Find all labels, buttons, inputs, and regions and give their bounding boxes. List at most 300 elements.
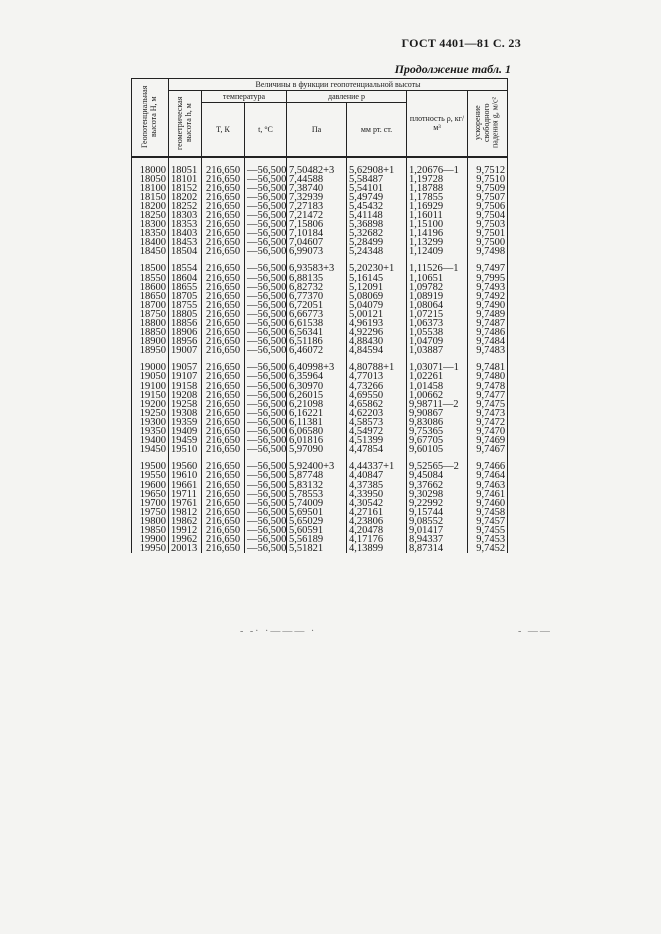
cell-rho: 1,09782 bbox=[407, 283, 468, 292]
cell-t: —56,500 bbox=[245, 184, 287, 193]
cell-g: 9,7466 bbox=[468, 462, 508, 471]
cell-T: 216,650 bbox=[202, 508, 245, 517]
cell-mm: 4,69550 bbox=[347, 391, 407, 400]
cell-pa: 6,56341 bbox=[287, 328, 347, 337]
cell-pa: 6,01816 bbox=[287, 436, 347, 445]
cell-pa: 5,92400+3 bbox=[287, 462, 347, 471]
cell-g: 9,7506 bbox=[468, 202, 508, 211]
cell-pa: 7,44588 bbox=[287, 175, 347, 184]
cell-H: 19000 bbox=[132, 363, 169, 372]
cell-h: 18303 bbox=[169, 211, 202, 220]
cell-T: 216,650 bbox=[202, 481, 245, 490]
cell-mm: 4,77013 bbox=[347, 372, 407, 381]
cell-g: 9,7469 bbox=[468, 436, 508, 445]
cell-mm: 4,51399 bbox=[347, 436, 407, 445]
cell-mm: 5,32682 bbox=[347, 229, 407, 238]
cell-mm: 5,28499 bbox=[347, 238, 407, 247]
cell-h: 18604 bbox=[169, 274, 202, 283]
cell-h: 19862 bbox=[169, 517, 202, 526]
cell-T: 216,650 bbox=[202, 526, 245, 535]
cell-t: —56,500 bbox=[245, 274, 287, 283]
cell-g: 9,7483 bbox=[468, 346, 508, 355]
cell-rho: 9,15744 bbox=[407, 508, 468, 517]
cell-mm: 4,17176 bbox=[347, 535, 407, 544]
cell-g: 9,7504 bbox=[468, 211, 508, 220]
cell-g: 9,7498 bbox=[468, 247, 508, 256]
cell-rho: 1,13299 bbox=[407, 238, 468, 247]
cell-t: —56,500 bbox=[245, 391, 287, 400]
cell-H: 18500 bbox=[132, 264, 169, 273]
cell-H: 19900 bbox=[132, 535, 169, 544]
cell-pa: 5,65029 bbox=[287, 517, 347, 526]
cell-rho: 1,12409 bbox=[407, 247, 468, 256]
cell-H: 19650 bbox=[132, 490, 169, 499]
cell-H: 18550 bbox=[132, 274, 169, 283]
cell-mm: 5,00121 bbox=[347, 310, 407, 319]
cell-H: 19750 bbox=[132, 508, 169, 517]
cell-rho: 1,18788 bbox=[407, 184, 468, 193]
cell-H: 18700 bbox=[132, 301, 169, 310]
cell-rho: 9,98711—2 bbox=[407, 400, 468, 409]
cell-pa: 6,77370 bbox=[287, 292, 347, 301]
cell-t: —56,500 bbox=[245, 220, 287, 229]
cell-mm: 4,88430 bbox=[347, 337, 407, 346]
cell-mm: 5,08069 bbox=[347, 292, 407, 301]
cell-rho: 1,16011 bbox=[407, 211, 468, 220]
cell-T: 216,650 bbox=[202, 301, 245, 310]
cell-g: 9,7501 bbox=[468, 229, 508, 238]
table-row bbox=[132, 157, 508, 175]
cell-mm: 4,27161 bbox=[347, 508, 407, 517]
cell-mm: 4,44337+1 bbox=[347, 462, 407, 471]
cell-T: 216,650 bbox=[202, 310, 245, 319]
cell-mm: 5,12091 bbox=[347, 283, 407, 292]
cell-h: 18101 bbox=[169, 175, 202, 184]
cell-rho: 1,03071—1 bbox=[407, 363, 468, 372]
cell-pa: 6,40998+3 bbox=[287, 363, 347, 372]
cell-rho: 9,22992 bbox=[407, 499, 468, 508]
cell-H: 18750 bbox=[132, 310, 169, 319]
cell-rho: 1,06373 bbox=[407, 319, 468, 328]
cell-t: —56,500 bbox=[245, 202, 287, 211]
cell-rho: 9,52565—2 bbox=[407, 462, 468, 471]
cell-H: 19600 bbox=[132, 481, 169, 490]
cell-mm: 4,20478 bbox=[347, 526, 407, 535]
cell-g: 9,7487 bbox=[468, 319, 508, 328]
cell-pa: 6,11381 bbox=[287, 418, 347, 427]
cell-h: 19359 bbox=[169, 418, 202, 427]
cell-pa: 5,97090 bbox=[287, 445, 347, 454]
cell-H: 18950 bbox=[132, 346, 169, 355]
col-geopotential-height: Геопотенциальная высота H, м bbox=[132, 79, 169, 157]
cell-pa: 7,04607 bbox=[287, 238, 347, 247]
cell-t: —56,500 bbox=[245, 157, 287, 175]
cell-mm: 4,65862 bbox=[347, 400, 407, 409]
cell-t: —56,500 bbox=[245, 481, 287, 490]
cell-h: 19761 bbox=[169, 499, 202, 508]
cell-rho: 9,08552 bbox=[407, 517, 468, 526]
cell-H: 19350 bbox=[132, 427, 169, 436]
cell-T: 216,650 bbox=[202, 193, 245, 202]
cell-rho: 9,60105 bbox=[407, 445, 468, 454]
cell-h: 19308 bbox=[169, 409, 202, 418]
cell-T: 216,650 bbox=[202, 292, 245, 301]
cell-T: 216,650 bbox=[202, 202, 245, 211]
cell-h: 19560 bbox=[169, 462, 202, 471]
cell-T: 216,650 bbox=[202, 535, 245, 544]
cell-g: 9,7457 bbox=[468, 517, 508, 526]
cell-t: —56,500 bbox=[245, 445, 287, 454]
cell-rho: 1,07215 bbox=[407, 310, 468, 319]
cell-h: 18202 bbox=[169, 193, 202, 202]
cell-pa: 5,51821 bbox=[287, 544, 347, 553]
cell-g: 9,7500 bbox=[468, 238, 508, 247]
cell-t: —56,500 bbox=[245, 535, 287, 544]
cell-pa: 6,16221 bbox=[287, 409, 347, 418]
cell-mm: 5,36898 bbox=[347, 220, 407, 229]
cell-t: —56,500 bbox=[245, 409, 287, 418]
cell-T: 216,650 bbox=[202, 544, 245, 553]
cell-t: —56,500 bbox=[245, 462, 287, 471]
cell-rho: 9,83086 bbox=[407, 418, 468, 427]
col-gravity: ускорение свободного падения g, м/с² bbox=[468, 91, 508, 157]
cell-g: 9,7464 bbox=[468, 471, 508, 480]
cell-rho: 1,05538 bbox=[407, 328, 468, 337]
temperature-group: температура bbox=[202, 91, 287, 103]
group-title: Величины в функции геопотенциальной высоты bbox=[169, 79, 508, 91]
cell-T: 216,650 bbox=[202, 382, 245, 391]
cell-h: 19057 bbox=[169, 363, 202, 372]
cell-mm: 5,54101 bbox=[347, 184, 407, 193]
cell-h: 18353 bbox=[169, 220, 202, 229]
cell-H: 18600 bbox=[132, 283, 169, 292]
cell-pa: 5,74009 bbox=[287, 499, 347, 508]
cell-t: —56,500 bbox=[245, 526, 287, 535]
cell-h: 18956 bbox=[169, 337, 202, 346]
cell-mm: 5,20230+1 bbox=[347, 264, 407, 273]
cell-t: —56,500 bbox=[245, 490, 287, 499]
cell-h: 19258 bbox=[169, 400, 202, 409]
col-pressure-pa: Па bbox=[287, 103, 347, 157]
cell-mm: 4,58573 bbox=[347, 418, 407, 427]
cell-h: 18906 bbox=[169, 328, 202, 337]
cell-t: —56,500 bbox=[245, 400, 287, 409]
cell-mm: 5,58487 bbox=[347, 175, 407, 184]
cell-pa: 7,50482+3 bbox=[287, 157, 347, 175]
cell-g: 9,7458 bbox=[468, 508, 508, 517]
cell-mm: 4,37385 bbox=[347, 481, 407, 490]
col-geometric-height: геометрическая высота h, м bbox=[169, 91, 202, 157]
cell-t: —56,500 bbox=[245, 418, 287, 427]
cell-H: 19800 bbox=[132, 517, 169, 526]
cell-H: 18250 bbox=[132, 211, 169, 220]
cell-pa: 5,56189 bbox=[287, 535, 347, 544]
cell-mm: 4,30542 bbox=[347, 499, 407, 508]
cell-g: 9,7470 bbox=[468, 427, 508, 436]
cell-g: 9,7473 bbox=[468, 409, 508, 418]
cell-mm: 4,47854 bbox=[347, 445, 407, 454]
cell-h: 18856 bbox=[169, 319, 202, 328]
cell-rho: 1,19728 bbox=[407, 175, 468, 184]
cell-h: 18755 bbox=[169, 301, 202, 310]
table-head bbox=[132, 79, 508, 157]
cell-pa: 6,26015 bbox=[287, 391, 347, 400]
cell-H: 19550 bbox=[132, 471, 169, 480]
cell-rho: 1,08919 bbox=[407, 292, 468, 301]
cell-H: 19700 bbox=[132, 499, 169, 508]
cell-h: 19208 bbox=[169, 391, 202, 400]
cell-H: 18850 bbox=[132, 328, 169, 337]
cell-T: 216,650 bbox=[202, 363, 245, 372]
cell-T: 216,650 bbox=[202, 391, 245, 400]
cell-T: 216,650 bbox=[202, 229, 245, 238]
cell-pa: 6,21098 bbox=[287, 400, 347, 409]
atmosphere-table bbox=[131, 78, 508, 553]
cell-rho: 1,14196 bbox=[407, 229, 468, 238]
cell-g: 9,7503 bbox=[468, 220, 508, 229]
cell-h: 18504 bbox=[169, 247, 202, 256]
cell-H: 18650 bbox=[132, 292, 169, 301]
cell-g: 9,7463 bbox=[468, 481, 508, 490]
cell-h: 18453 bbox=[169, 238, 202, 247]
cell-pa: 5,78553 bbox=[287, 490, 347, 499]
cell-mm: 5,16145 bbox=[347, 274, 407, 283]
cell-pa: 6,72051 bbox=[287, 301, 347, 310]
cell-t: —56,500 bbox=[245, 301, 287, 310]
cell-h: 18152 bbox=[169, 184, 202, 193]
cell-t: —56,500 bbox=[245, 427, 287, 436]
cell-t: —56,500 bbox=[245, 499, 287, 508]
cell-mm: 4,40847 bbox=[347, 471, 407, 480]
cell-g: 9,7455 bbox=[468, 526, 508, 535]
cell-T: 216,650 bbox=[202, 184, 245, 193]
cell-t: —56,500 bbox=[245, 363, 287, 372]
cell-mm: 4,84594 bbox=[347, 346, 407, 355]
cell-mm: 4,54972 bbox=[347, 427, 407, 436]
cell-g: 9,7478 bbox=[468, 382, 508, 391]
cell-g: 9,7467 bbox=[468, 445, 508, 454]
cell-t: —56,500 bbox=[245, 382, 287, 391]
cell-pa: 6,93583+3 bbox=[287, 264, 347, 273]
cell-rho: 1,01458 bbox=[407, 382, 468, 391]
cell-pa: 5,60591 bbox=[287, 526, 347, 535]
cell-t: —56,500 bbox=[245, 229, 287, 238]
cell-pa: 6,61538 bbox=[287, 319, 347, 328]
cell-mm: 4,62203 bbox=[347, 409, 407, 418]
cell-H: 18100 bbox=[132, 184, 169, 193]
cell-pa: 6,46072 bbox=[287, 346, 347, 355]
table-row bbox=[132, 247, 508, 256]
cell-g: 9,7490 bbox=[468, 301, 508, 310]
cell-H: 18300 bbox=[132, 220, 169, 229]
cell-T: 216,650 bbox=[202, 517, 245, 526]
cell-H: 19400 bbox=[132, 436, 169, 445]
cell-H: 19150 bbox=[132, 391, 169, 400]
cell-g: 9,7493 bbox=[468, 283, 508, 292]
cell-H: 18450 bbox=[132, 247, 169, 256]
cell-t: —56,500 bbox=[245, 337, 287, 346]
cell-g: 9,7452 bbox=[468, 544, 508, 553]
cell-t: —56,500 bbox=[245, 319, 287, 328]
cell-t: —56,500 bbox=[245, 346, 287, 355]
cell-mm: 4,96193 bbox=[347, 319, 407, 328]
cell-t: —56,500 bbox=[245, 283, 287, 292]
cell-T: 216,650 bbox=[202, 319, 245, 328]
cell-h: 19711 bbox=[169, 490, 202, 499]
cell-T: 216,650 bbox=[202, 274, 245, 283]
cell-g: 9,7489 bbox=[468, 310, 508, 319]
cell-pa: 6,88135 bbox=[287, 274, 347, 283]
cell-t: —56,500 bbox=[245, 471, 287, 480]
table-row bbox=[132, 346, 508, 355]
cell-t: —56,500 bbox=[245, 238, 287, 247]
cell-H: 18350 bbox=[132, 229, 169, 238]
cell-rho: 1,02261 bbox=[407, 372, 468, 381]
cell-H: 19950 bbox=[132, 544, 169, 553]
cell-rho: 1,17855 bbox=[407, 193, 468, 202]
col-temp-celsius: t, °С bbox=[245, 103, 287, 157]
cell-t: —56,500 bbox=[245, 175, 287, 184]
cell-h: 18252 bbox=[169, 202, 202, 211]
cell-pa: 5,83132 bbox=[287, 481, 347, 490]
cell-rho: 9,37662 bbox=[407, 481, 468, 490]
cell-mm: 4,13899 bbox=[347, 544, 407, 553]
cell-H: 18200 bbox=[132, 202, 169, 211]
cell-g: 9,7507 bbox=[468, 193, 508, 202]
cell-T: 216,650 bbox=[202, 427, 245, 436]
cell-t: —56,500 bbox=[245, 372, 287, 381]
cell-h: 19158 bbox=[169, 382, 202, 391]
cell-g: 9,7510 bbox=[468, 175, 508, 184]
cell-h: 18705 bbox=[169, 292, 202, 301]
cell-mm: 5,49749 bbox=[347, 193, 407, 202]
cell-t: —56,500 bbox=[245, 508, 287, 517]
cell-rho: 9,01417 bbox=[407, 526, 468, 535]
cell-g: 9,7497 bbox=[468, 264, 508, 273]
cell-h: 19409 bbox=[169, 427, 202, 436]
cell-mm: 4,73266 bbox=[347, 382, 407, 391]
cell-T: 216,650 bbox=[202, 328, 245, 337]
cell-g: 9,7492 bbox=[468, 292, 508, 301]
cell-g: 9,7480 bbox=[468, 372, 508, 381]
cell-g: 9,7453 bbox=[468, 535, 508, 544]
cell-h: 19962 bbox=[169, 535, 202, 544]
cell-h: 19007 bbox=[169, 346, 202, 355]
cell-mm: 4,33950 bbox=[347, 490, 407, 499]
cell-pa: 6,66773 bbox=[287, 310, 347, 319]
cell-pa: 6,99073 bbox=[287, 247, 347, 256]
cell-g: 9,7481 bbox=[468, 363, 508, 372]
cell-rho: 8,87314 bbox=[407, 544, 468, 553]
cell-H: 19450 bbox=[132, 445, 169, 454]
cell-t: —56,500 bbox=[245, 264, 287, 273]
cell-T: 216,650 bbox=[202, 436, 245, 445]
cell-T: 216,650 bbox=[202, 337, 245, 346]
cell-g: 9,7486 bbox=[468, 328, 508, 337]
cell-h: 18805 bbox=[169, 310, 202, 319]
cell-t: —56,500 bbox=[245, 193, 287, 202]
cell-H: 19500 bbox=[132, 462, 169, 471]
cell-T: 216,650 bbox=[202, 157, 245, 175]
cell-mm: 4,80788+1 bbox=[347, 363, 407, 372]
cell-T: 216,650 bbox=[202, 445, 245, 454]
cell-mm: 5,04079 bbox=[347, 301, 407, 310]
cell-rho: 1,00662 bbox=[407, 391, 468, 400]
cell-rho: 1,20676—1 bbox=[407, 157, 468, 175]
cell-pa: 7,15806 bbox=[287, 220, 347, 229]
cell-H: 18000 bbox=[132, 157, 169, 175]
scan-mark-right: - —— bbox=[518, 626, 552, 637]
cell-H: 18900 bbox=[132, 337, 169, 346]
cell-H: 18400 bbox=[132, 238, 169, 247]
cell-t: —56,500 bbox=[245, 436, 287, 445]
table-body bbox=[132, 157, 508, 554]
cell-H: 19250 bbox=[132, 409, 169, 418]
cell-H: 19300 bbox=[132, 418, 169, 427]
cell-H: 18050 bbox=[132, 175, 169, 184]
cell-H: 19100 bbox=[132, 382, 169, 391]
cell-rho: 8,94337 bbox=[407, 535, 468, 544]
cell-pa: 6,82732 bbox=[287, 283, 347, 292]
cell-pa: 7,32939 bbox=[287, 193, 347, 202]
cell-pa: 7,27183 bbox=[287, 202, 347, 211]
cell-rho: 1,04709 bbox=[407, 337, 468, 346]
cell-pa: 5,69501 bbox=[287, 508, 347, 517]
cell-h: 19610 bbox=[169, 471, 202, 480]
cell-h: 18051 bbox=[169, 157, 202, 175]
cell-H: 19200 bbox=[132, 400, 169, 409]
cell-t: —56,500 bbox=[245, 292, 287, 301]
cell-h: 18655 bbox=[169, 283, 202, 292]
cell-T: 216,650 bbox=[202, 490, 245, 499]
cell-t: —56,500 bbox=[245, 517, 287, 526]
cell-mm: 5,41148 bbox=[347, 211, 407, 220]
cell-g: 9,7472 bbox=[468, 418, 508, 427]
cell-t: —56,500 bbox=[245, 211, 287, 220]
cell-t: —56,500 bbox=[245, 247, 287, 256]
cell-rho: 1,15100 bbox=[407, 220, 468, 229]
cell-t: —56,500 bbox=[245, 310, 287, 319]
cell-g: 9,7512 bbox=[468, 157, 508, 175]
cell-T: 216,650 bbox=[202, 283, 245, 292]
cell-T: 216,650 bbox=[202, 499, 245, 508]
cell-rho: 9,45084 bbox=[407, 471, 468, 480]
pressure-group: давление p bbox=[287, 91, 407, 103]
cell-pa: 7,21472 bbox=[287, 211, 347, 220]
cell-h: 18403 bbox=[169, 229, 202, 238]
cell-H: 19050 bbox=[132, 372, 169, 381]
col-temp-kelvin: T, К bbox=[202, 103, 245, 157]
cell-rho: 9,30298 bbox=[407, 490, 468, 499]
cell-h: 18554 bbox=[169, 264, 202, 273]
cell-T: 216,650 bbox=[202, 418, 245, 427]
cell-T: 216,650 bbox=[202, 247, 245, 256]
cell-g: 9,7460 bbox=[468, 499, 508, 508]
cell-pa: 6,51186 bbox=[287, 337, 347, 346]
cell-T: 216,650 bbox=[202, 211, 245, 220]
cell-g: 9,7509 bbox=[468, 184, 508, 193]
cell-mm: 4,23806 bbox=[347, 517, 407, 526]
cell-g: 9,7475 bbox=[468, 400, 508, 409]
scan-mark-left: - -· ·——— · bbox=[240, 626, 317, 637]
cell-mm: 5,45432 bbox=[347, 202, 407, 211]
cell-pa: 6,35964 bbox=[287, 372, 347, 381]
page-header: ГОСТ 4401—81 С. 23 bbox=[401, 36, 521, 50]
cell-rho: 1,10651 bbox=[407, 274, 468, 283]
cell-T: 216,650 bbox=[202, 175, 245, 184]
cell-mm: 5,62908+1 bbox=[347, 157, 407, 175]
cell-h: 19107 bbox=[169, 372, 202, 381]
